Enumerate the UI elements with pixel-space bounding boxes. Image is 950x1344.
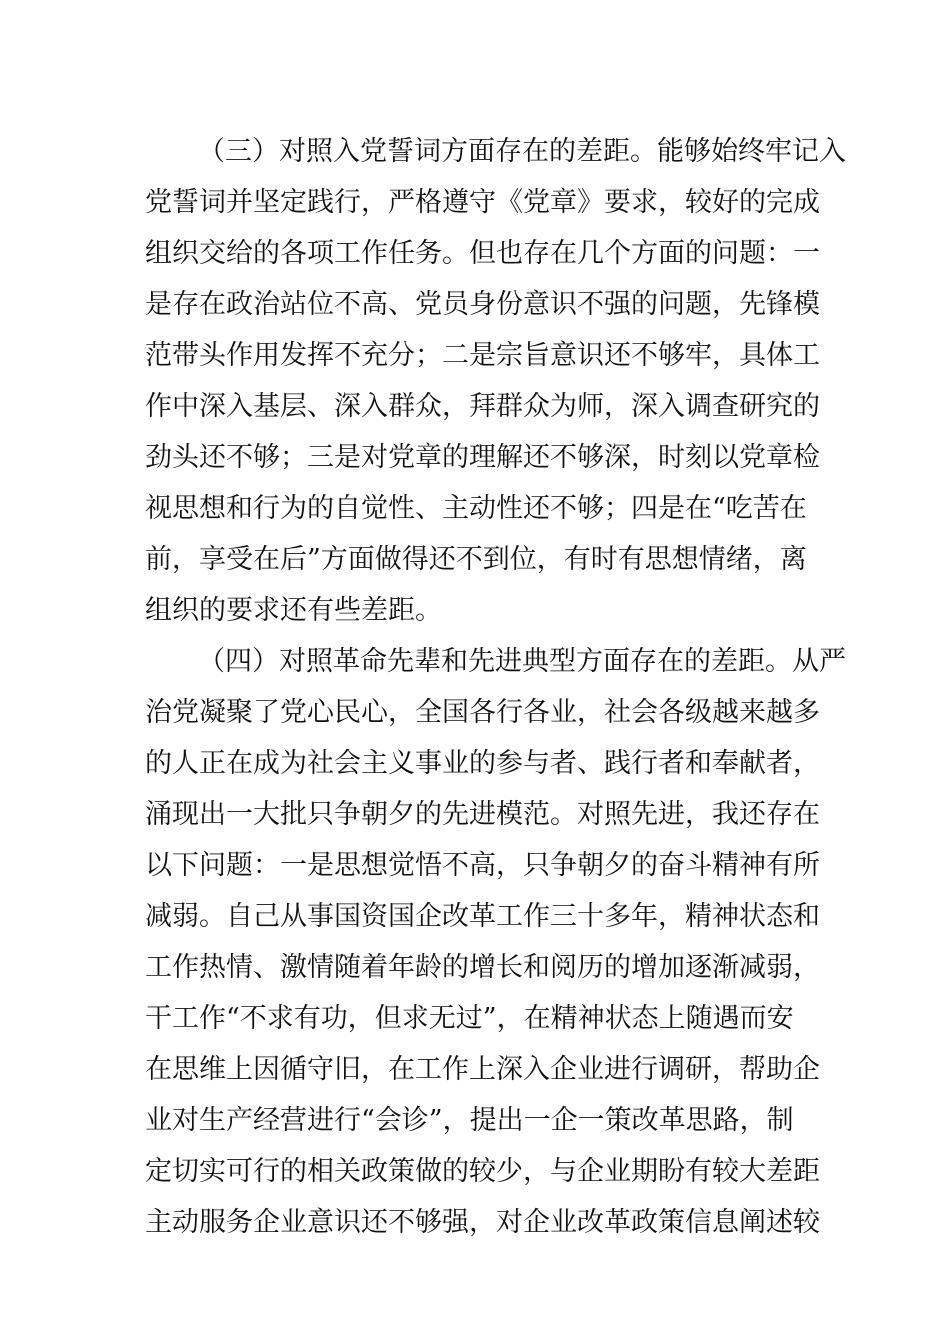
paragraph-3-line-7: 劲头还不够；三是对党章的理解还不够深，时刻以党章检	[145, 442, 820, 473]
paragraph-4-line-5: 以下问题：一是思想觉悟不高，只争朝夕的奋斗精神有所	[145, 850, 820, 881]
paragraph-4-line-4: 涌现出一大批只争朝夕的先进模范。对照先进，我还存在	[145, 799, 820, 830]
paragraph-4-line-3: 的人正在成为社会主义事业的参与者、践行者和奉献者，	[145, 748, 820, 779]
paragraph-4-line-1: （四）对照革命先辈和先进典型方面存在的差距。从严	[198, 646, 846, 677]
paragraph-4-line-2: 治党凝聚了党心民心，全国各行各业，社会各级越来越多	[145, 697, 820, 728]
paragraph-3-line-3: 组织交给的各项工作任务。但也存在几个方面的问题：一	[145, 238, 820, 269]
paragraph-4-line-9: 在思维上因循守旧，在工作上深入企业进行调研，帮助企	[145, 1054, 820, 1085]
paragraph-4-line-12: 主动服务企业意识还不够强，对企业改革政策信息阐述较	[145, 1207, 820, 1238]
paragraph-3-line-4: 是存在政治站位不高、党员身份意识不强的问题，先锋模	[145, 289, 820, 320]
paragraph-3-line-8: 视思想和行为的自觉性、主动性还不够；四是在“吃苦在	[145, 493, 807, 524]
paragraph-3-line-5: 范带头作用发挥不充分；二是宗旨意识还不够牢，具体工	[145, 340, 820, 371]
paragraph-3-line-6: 作中深入基层、深入群众，拜群众为师，深入调查研究的	[145, 391, 820, 422]
paragraph-4-line-6: 减弱。自己从事国资国企改革工作三十多年，精神状态和	[145, 901, 820, 932]
paragraph-4-line-8: 干工作“不求有功，但求无过”，在精神状态上随遇而安	[145, 1003, 794, 1034]
paragraph-4-line-7: 工作热情、激情随着年龄的增长和阅历的增加逐渐减弱，	[145, 952, 820, 983]
paragraph-3-line-2: 党誓词并坚定践行，严格遵守《党章》要求，较好的完成	[145, 187, 820, 218]
paragraph-3-line-1: （三）对照入党誓词方面存在的差距。能够始终牢记入	[198, 136, 846, 167]
paragraph-4-line-10: 业对生产经营进行“会诊”，提出一企一策改革思路，制	[145, 1105, 794, 1136]
paragraph-3-line-9: 前，享受在后”方面做得还不到位，有时有思想情绪，离	[145, 544, 807, 575]
paragraph-4-line-11: 定切实可行的相关政策做的较少，与企业期盼有较大差距	[145, 1156, 820, 1187]
paragraph-3-line-10: 组织的要求还有些差距。	[145, 595, 442, 626]
